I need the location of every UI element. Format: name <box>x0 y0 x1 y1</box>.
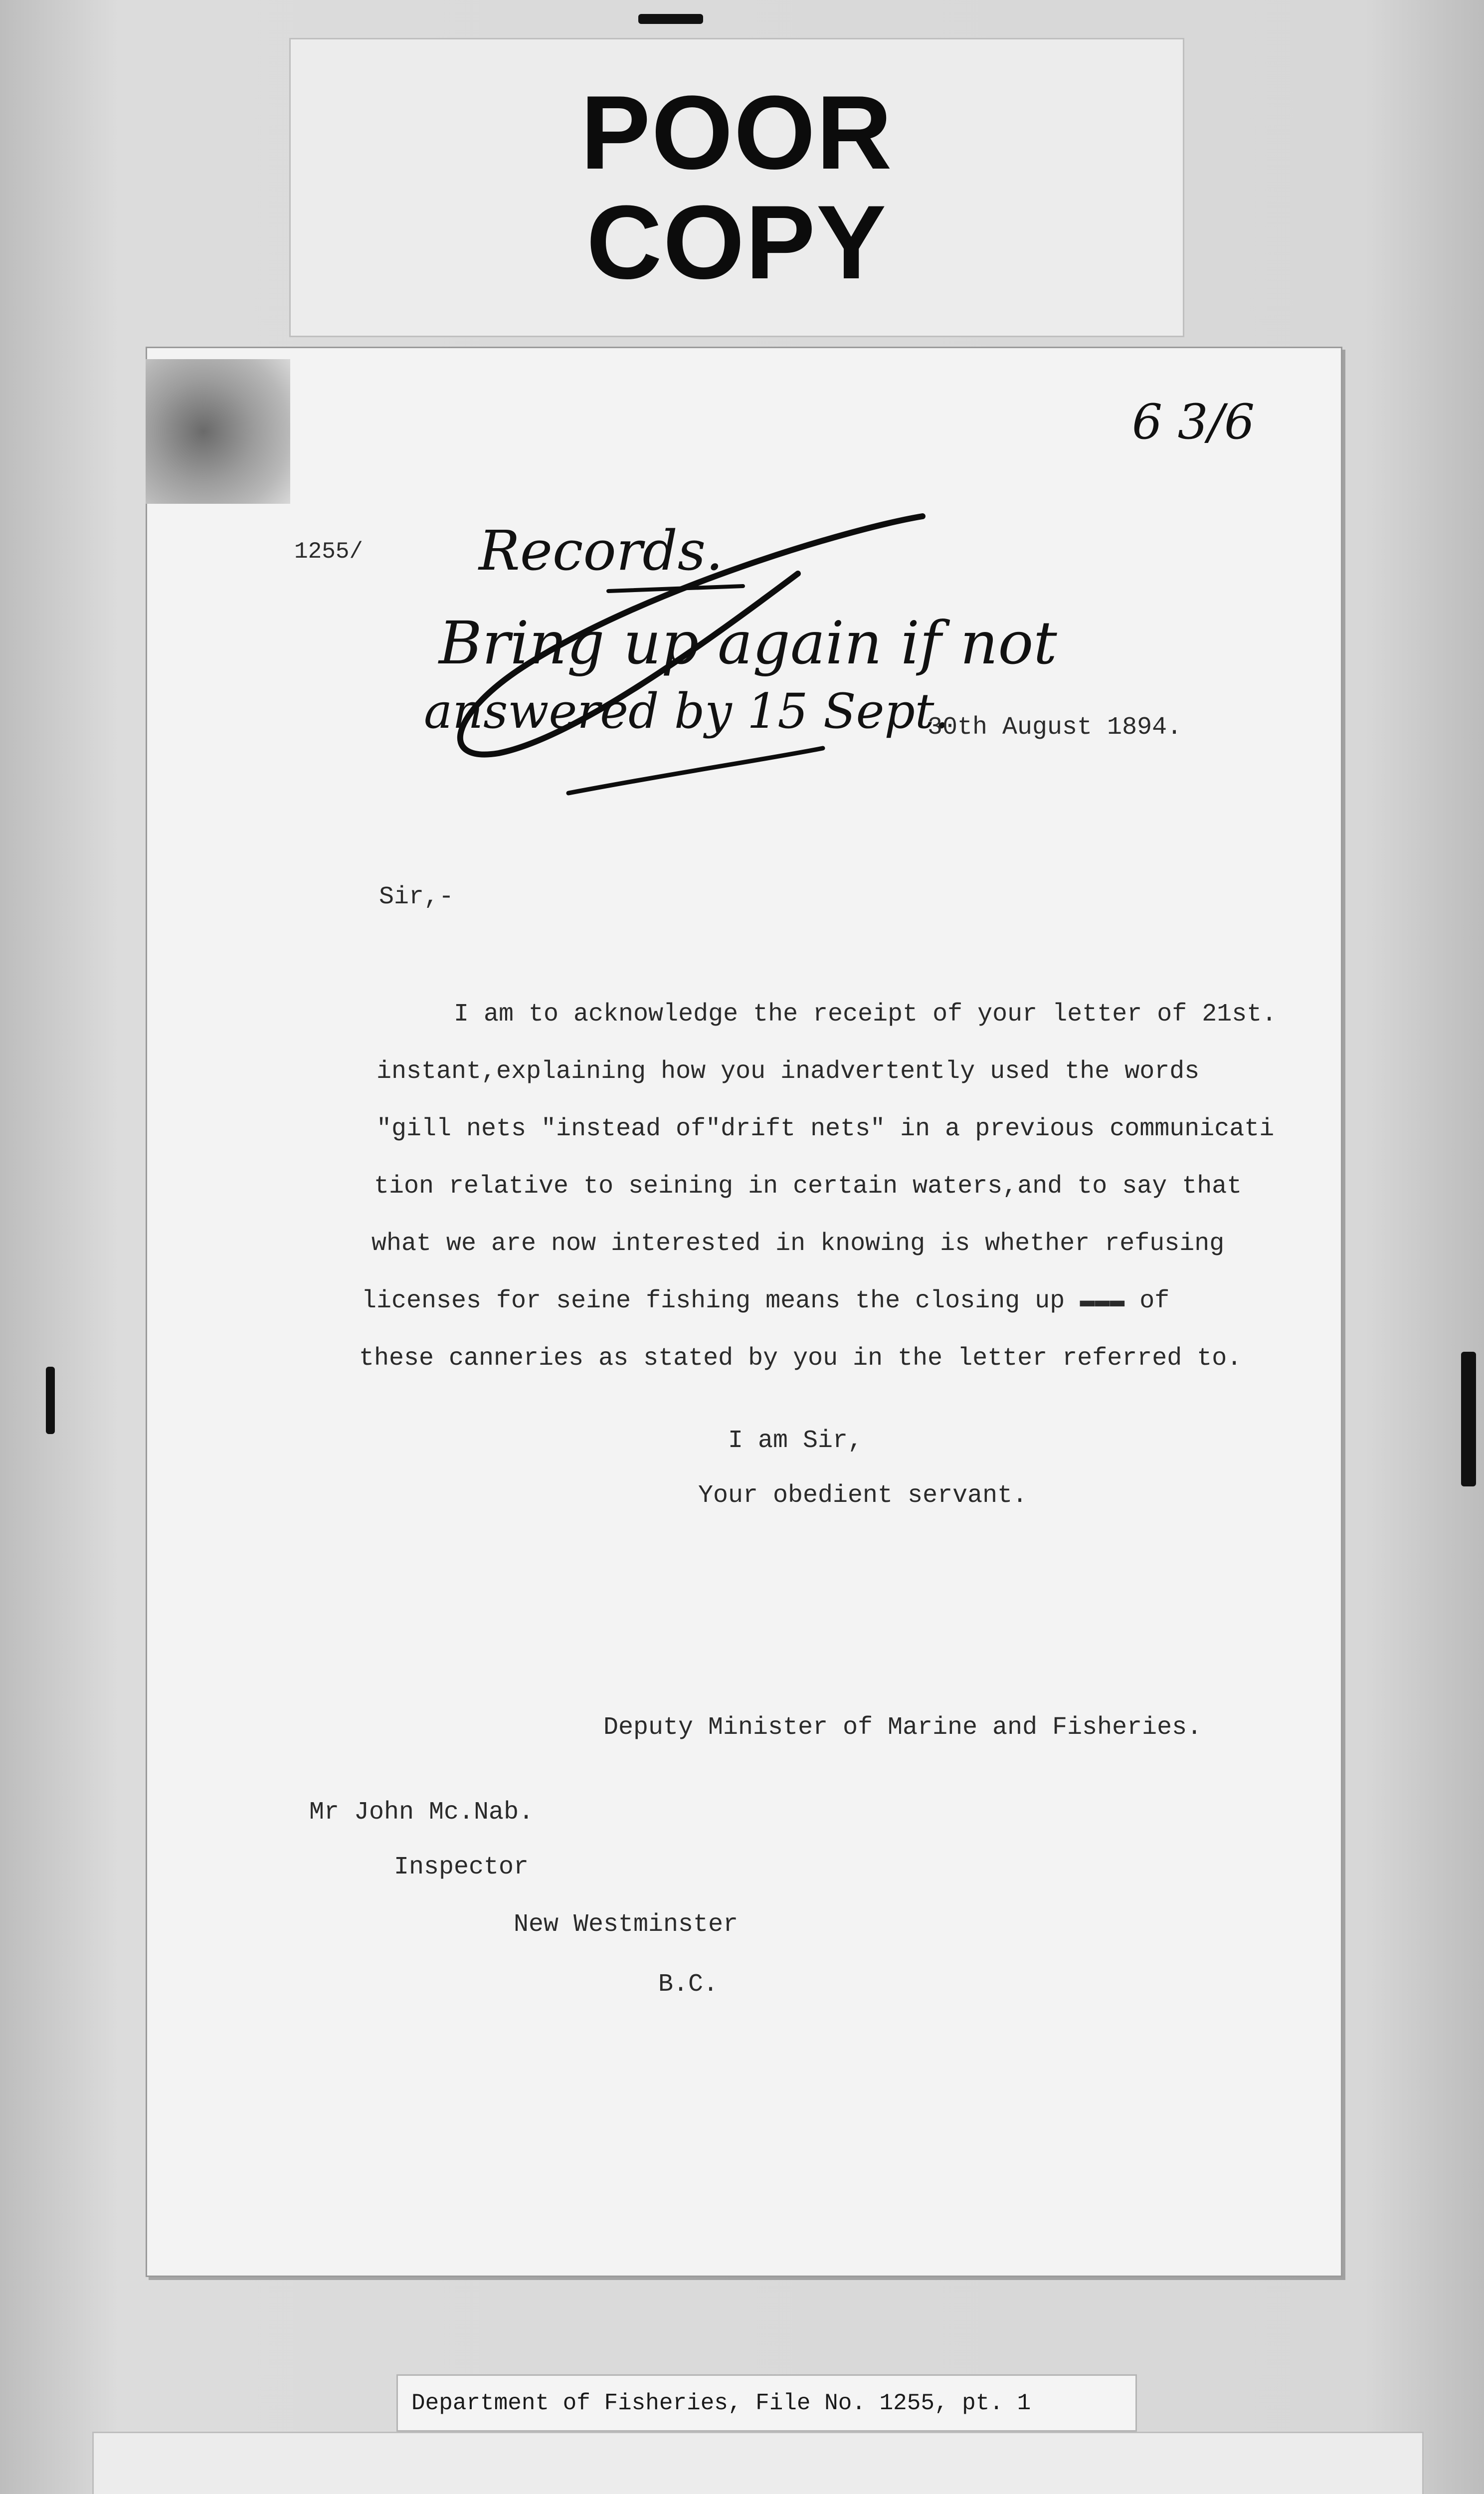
handwritten-note-answered: answered by 15 Sept. <box>424 683 949 739</box>
addressee-title: Inspector <box>394 1853 529 1881</box>
public-archives-label <box>92 2432 1424 2494</box>
file-reference-tab <box>396 2374 1137 2432</box>
handwritten-strike-lines <box>0 0 1484 848</box>
file-reference-text: Department of Fisheries, File No. 1255, pt. 1 <box>411 2390 1031 2416</box>
film-edge-mark-right <box>1461 1352 1476 1486</box>
closing-obedient-servant: Your obedient servant. <box>698 1481 1028 1510</box>
salutation: Sir,- <box>379 883 454 911</box>
file-number: 1255/ <box>294 539 364 565</box>
page-mark: 6 3/6 <box>1132 394 1255 450</box>
body-line: instant,explaining how you inadvertently used the words <box>376 1057 1200 1086</box>
body-line: tion relative to seining in certain waters,and to say that <box>374 1172 1242 1201</box>
handwritten-note-bring-up: Bring up again if not <box>439 609 1057 677</box>
addressee-name: Mr John Mc.Nab. <box>309 1798 534 1827</box>
handwritten-note-records: Records. <box>479 519 724 583</box>
addressee-city: New Westminster <box>514 1910 739 1939</box>
body-line: licenses for seine fishing means the closing up ▬▬▬ of <box>362 1287 1170 1315</box>
poor-copy-line1: POOR <box>580 74 893 191</box>
closing-i-am-sir: I am Sir, <box>728 1427 863 1455</box>
letter-date: 30th August 1894. <box>928 713 1182 742</box>
body-line: these canneries as stated by you in the letter referred to. <box>359 1344 1242 1373</box>
poor-copy-line2: COPY <box>586 184 888 301</box>
body-line: what we are now interested in knowing is whether refusing <box>371 1230 1225 1258</box>
body-line: I am to acknowledge the receipt of your letter of 21st. <box>454 1000 1277 1029</box>
signatory-title: Deputy Minister of Marine and Fisheries. <box>603 1713 1202 1742</box>
body-line: "gill nets "instead of"drift nets" in a previous communicati <box>376 1115 1275 1143</box>
addressee-province: B.C. <box>658 1970 719 1999</box>
film-edge-mark-left <box>46 1367 55 1434</box>
